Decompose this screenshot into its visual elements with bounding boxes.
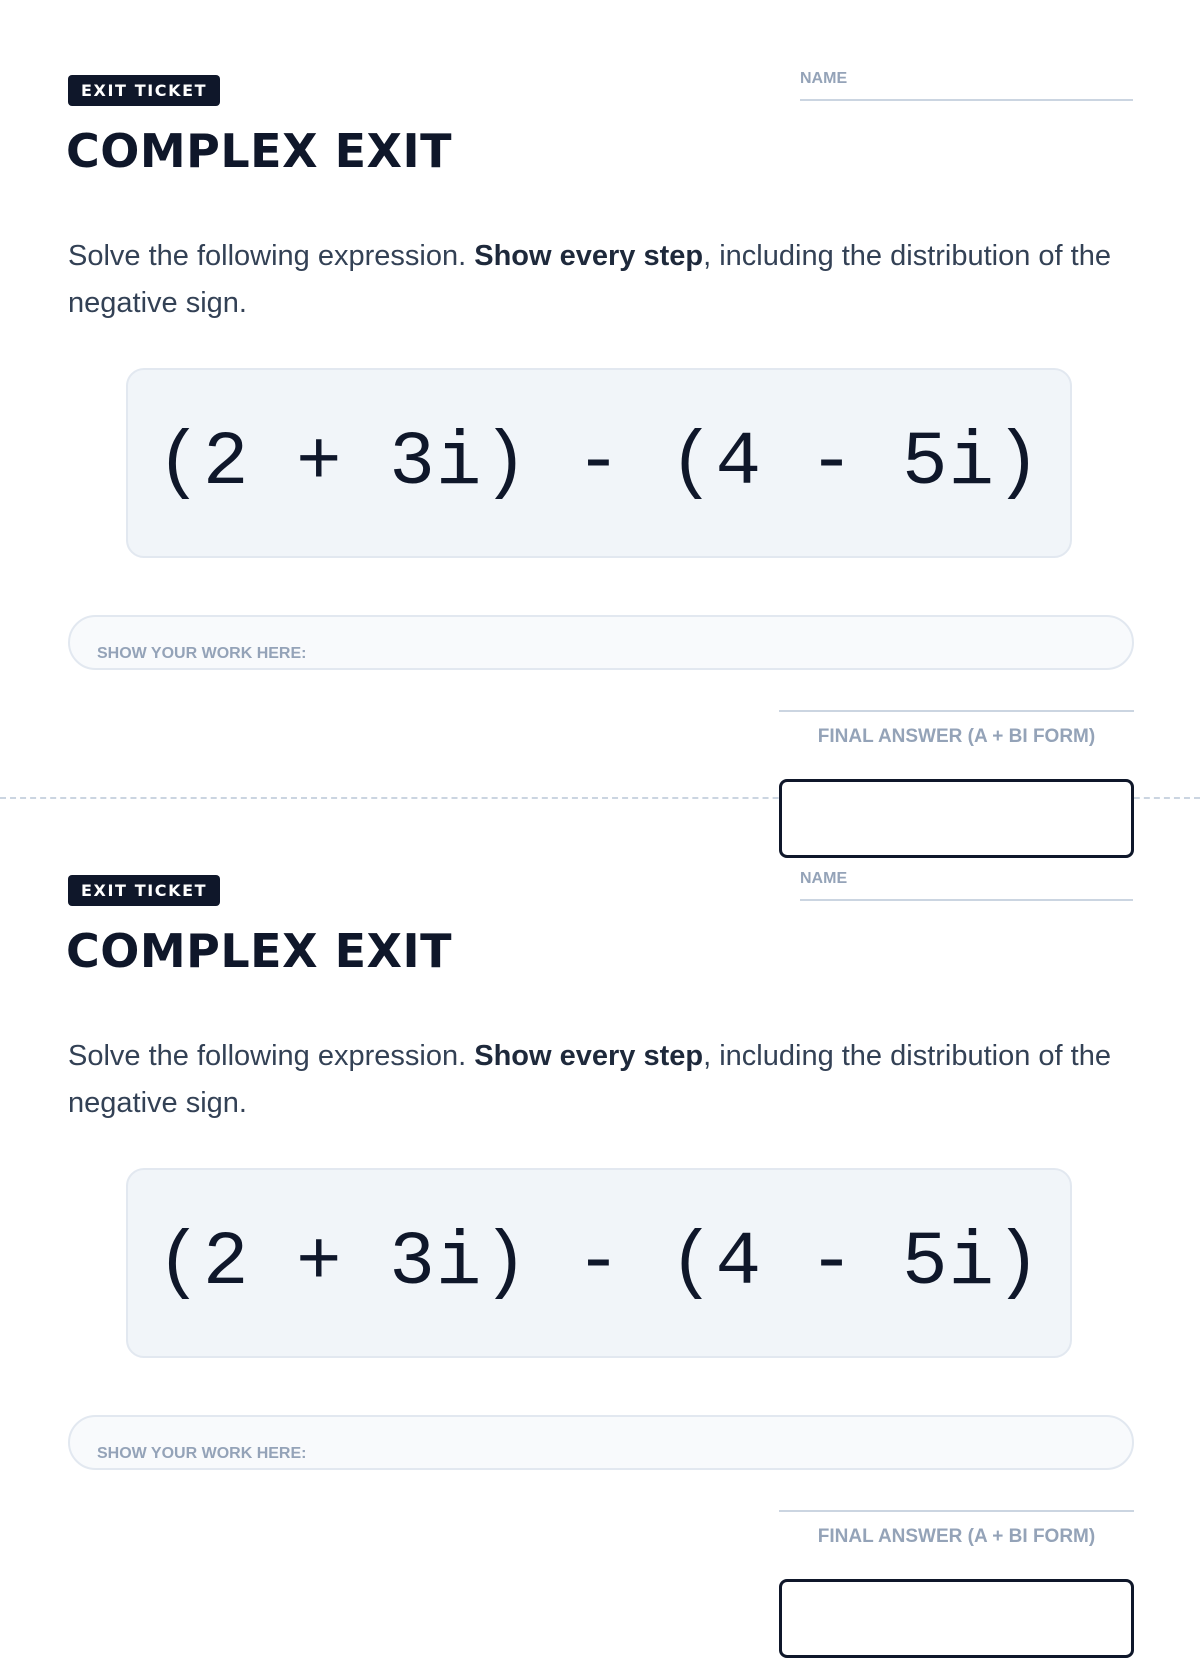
expression-box [126,368,1072,558]
exit-ticket-1 [0,0,1200,800]
instructions-text-end: , including the distribution of the negative sign. [68,240,1111,319]
instructions-text: Solve the following expression. [68,1040,475,1072]
show-work-label: SHOW YOUR WORK HERE: [97,645,307,662]
math-expression: (2 + 3i) - (4 - 5i) [156,1220,1042,1306]
instructions-text-end: , including the distribution of the negative sign. [68,1040,1111,1119]
final-answer-block [779,710,1134,748]
final-answer-box[interactable] [779,1579,1134,1658]
final-answer-block [779,1510,1134,1548]
name-field[interactable] [800,66,1133,101]
instructions [68,233,1148,327]
final-answer-box[interactable] [779,779,1134,858]
show-work-label: SHOW YOUR WORK HERE: [97,1445,307,1462]
expression-box [126,1168,1072,1358]
name-label: NAME [800,70,848,87]
ticket-title: COMPLEX EXIT [66,124,452,178]
final-answer-label: FINAL ANSWER (A + BI FORM) [817,1526,1096,1547]
instructions-emphasis: Show every step [474,240,704,272]
name-label: NAME [800,870,848,887]
final-answer-label: FINAL ANSWER (A + BI FORM) [817,726,1096,747]
ticket-title: COMPLEX EXIT [66,924,452,978]
instructions [68,1033,1148,1127]
show-work-area[interactable] [68,1415,1134,1470]
exit-ticket-badge: EXIT TICKET [68,875,220,906]
exit-ticket-badge: EXIT TICKET [68,75,220,106]
math-expression: (2 + 3i) - (4 - 5i) [156,420,1042,506]
instructions-text: Solve the following expression. [68,240,475,272]
instructions-emphasis: Show every step [474,1040,704,1072]
name-field[interactable] [800,866,1133,901]
show-work-area[interactable] [68,615,1134,670]
exit-ticket-2 [0,800,1200,1600]
